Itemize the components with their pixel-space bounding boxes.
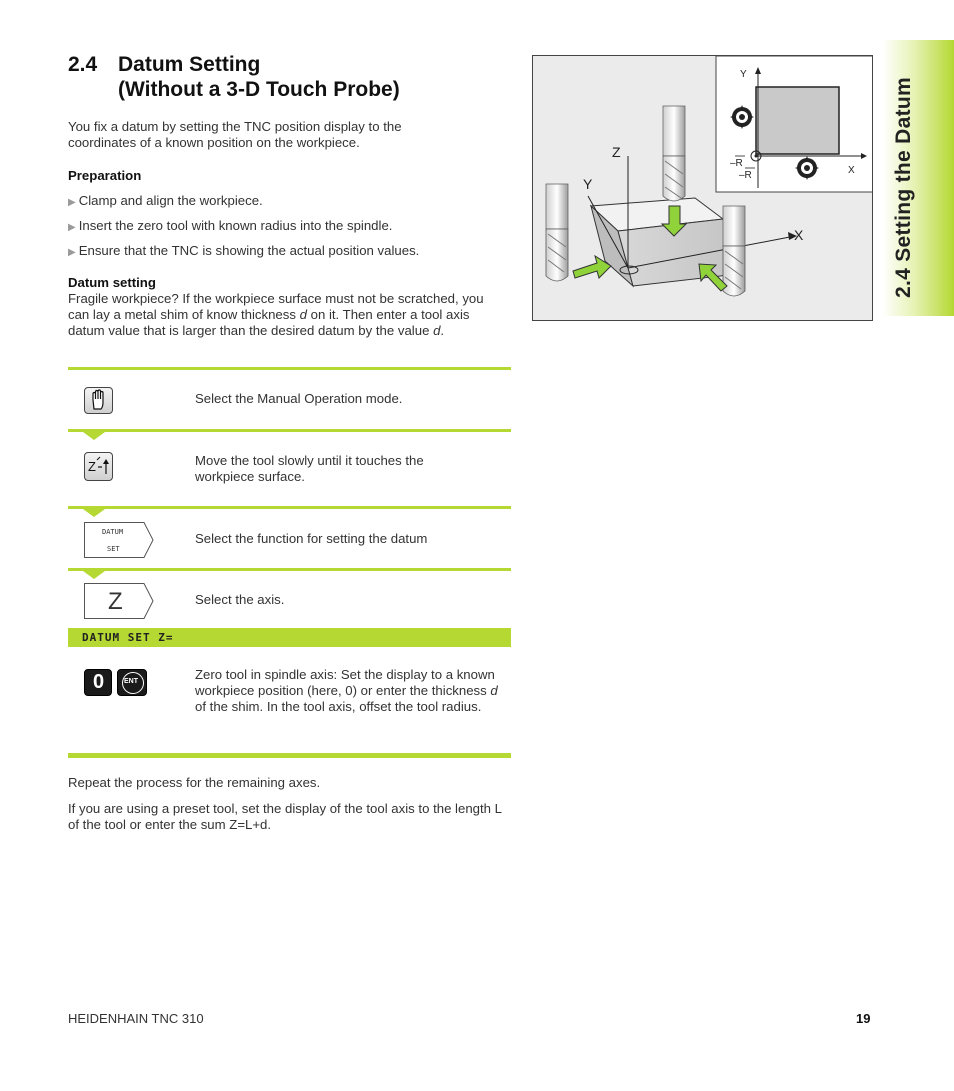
svg-text:Y: Y <box>583 176 593 192</box>
step-1-text: Select the Manual Operation mode. <box>195 391 403 406</box>
outro-paragraph-2: If you are using a preset tool, set the display of the tool axis to the length L of the tool or enter the sum Z=L+d. <box>68 801 502 832</box>
hand-icon <box>85 388 112 413</box>
datum-setting-illustration <box>532 55 873 321</box>
step-4-text: Select the axis. <box>195 592 285 607</box>
svg-text:–R: –R <box>730 158 743 169</box>
datum-setting-paragraph: Fragile workpiece? If the workpiece surface must not be scratched, you can lay a metal shim of know thickness d on it. Then enter a tool axis datum value that is larger than the desired datum by the value d. <box>68 291 484 338</box>
workpiece-diagram <box>533 56 873 321</box>
ent-key[interactable] <box>117 669 147 696</box>
chapter-side-label: 2.4 Setting the Datum <box>892 77 915 298</box>
zero-key-label: 0 <box>93 671 105 693</box>
step-divider <box>68 367 511 370</box>
end-mill-tool-icon <box>723 206 745 296</box>
intro-paragraph: You fix a datum by setting the TNC position display to the coordinates of a known position on the workpiece. <box>68 119 402 150</box>
list-item: ▶ Ensure that the TNC is showing the actual position values. <box>68 243 420 258</box>
page-title <box>68 52 400 102</box>
step-divider <box>68 568 511 571</box>
z-softkey-label: Z <box>108 588 123 615</box>
svg-text:X: X <box>848 165 855 176</box>
softkey-label-line-1: DATUM <box>102 528 124 536</box>
outro-paragraph-1: Repeat the process for the remaining axes. <box>68 775 321 790</box>
bullet-triangle-icon: ▶ <box>68 197 76 208</box>
title-line-1: Datum Setting <box>118 53 261 76</box>
step-arrow <box>83 432 105 440</box>
title-line-2: (Without a 3-D Touch Probe) <box>118 78 400 101</box>
step-table-end <box>68 753 511 758</box>
z-axis-move-key[interactable] <box>84 452 113 481</box>
dialog-prompt: DATUM SET Z= <box>68 628 511 647</box>
step-divider <box>68 429 511 432</box>
bullet-triangle-icon: ▶ <box>68 222 76 233</box>
end-mill-tool-icon <box>546 184 568 281</box>
preparation-heading: Preparation <box>68 168 142 183</box>
manual-operation-key[interactable] <box>84 387 113 414</box>
datum-set-softkey[interactable] <box>84 522 154 558</box>
z-key-label: Z <box>88 459 96 474</box>
bullet-triangle-icon: ▶ <box>68 247 76 258</box>
footer-manual-title: HEIDENHAIN TNC 310 <box>68 1011 204 1026</box>
zero-key[interactable] <box>84 669 112 696</box>
svg-text:X: X <box>794 227 804 243</box>
section-number: 2.4 <box>68 53 98 76</box>
end-mill-tool-icon <box>663 106 685 201</box>
step-5-text: Zero tool in spindle axis: Set the display to a known workpiece position (here, 0) or enter the thickness d of the shim. In the tool axis, offset the tool radius. <box>195 667 498 714</box>
step-arrow <box>83 509 105 517</box>
ent-key-label: ENT <box>124 678 138 685</box>
step-2-text: Move the tool slowly until it touches the workpiece surface. <box>195 453 424 484</box>
step-divider <box>68 506 511 509</box>
page-number: 19 <box>856 1011 871 1026</box>
step-3-text: Select the function for setting the datum <box>195 531 428 546</box>
z-axis-softkey[interactable] <box>84 583 154 619</box>
datum-setting-heading: Datum setting <box>68 275 156 290</box>
list-item: ▶ Clamp and align the workpiece. <box>68 193 263 208</box>
step-arrow <box>83 571 105 579</box>
axis-arrows-icon <box>85 453 112 480</box>
svg-text:–R: –R <box>739 170 752 181</box>
svg-text:Z: Z <box>612 144 621 160</box>
svg-text:Y: Y <box>740 69 747 80</box>
list-item: ▶ Insert the zero tool with known radius into the spindle. <box>68 218 393 233</box>
softkey-label-line-2: SET <box>107 545 120 553</box>
